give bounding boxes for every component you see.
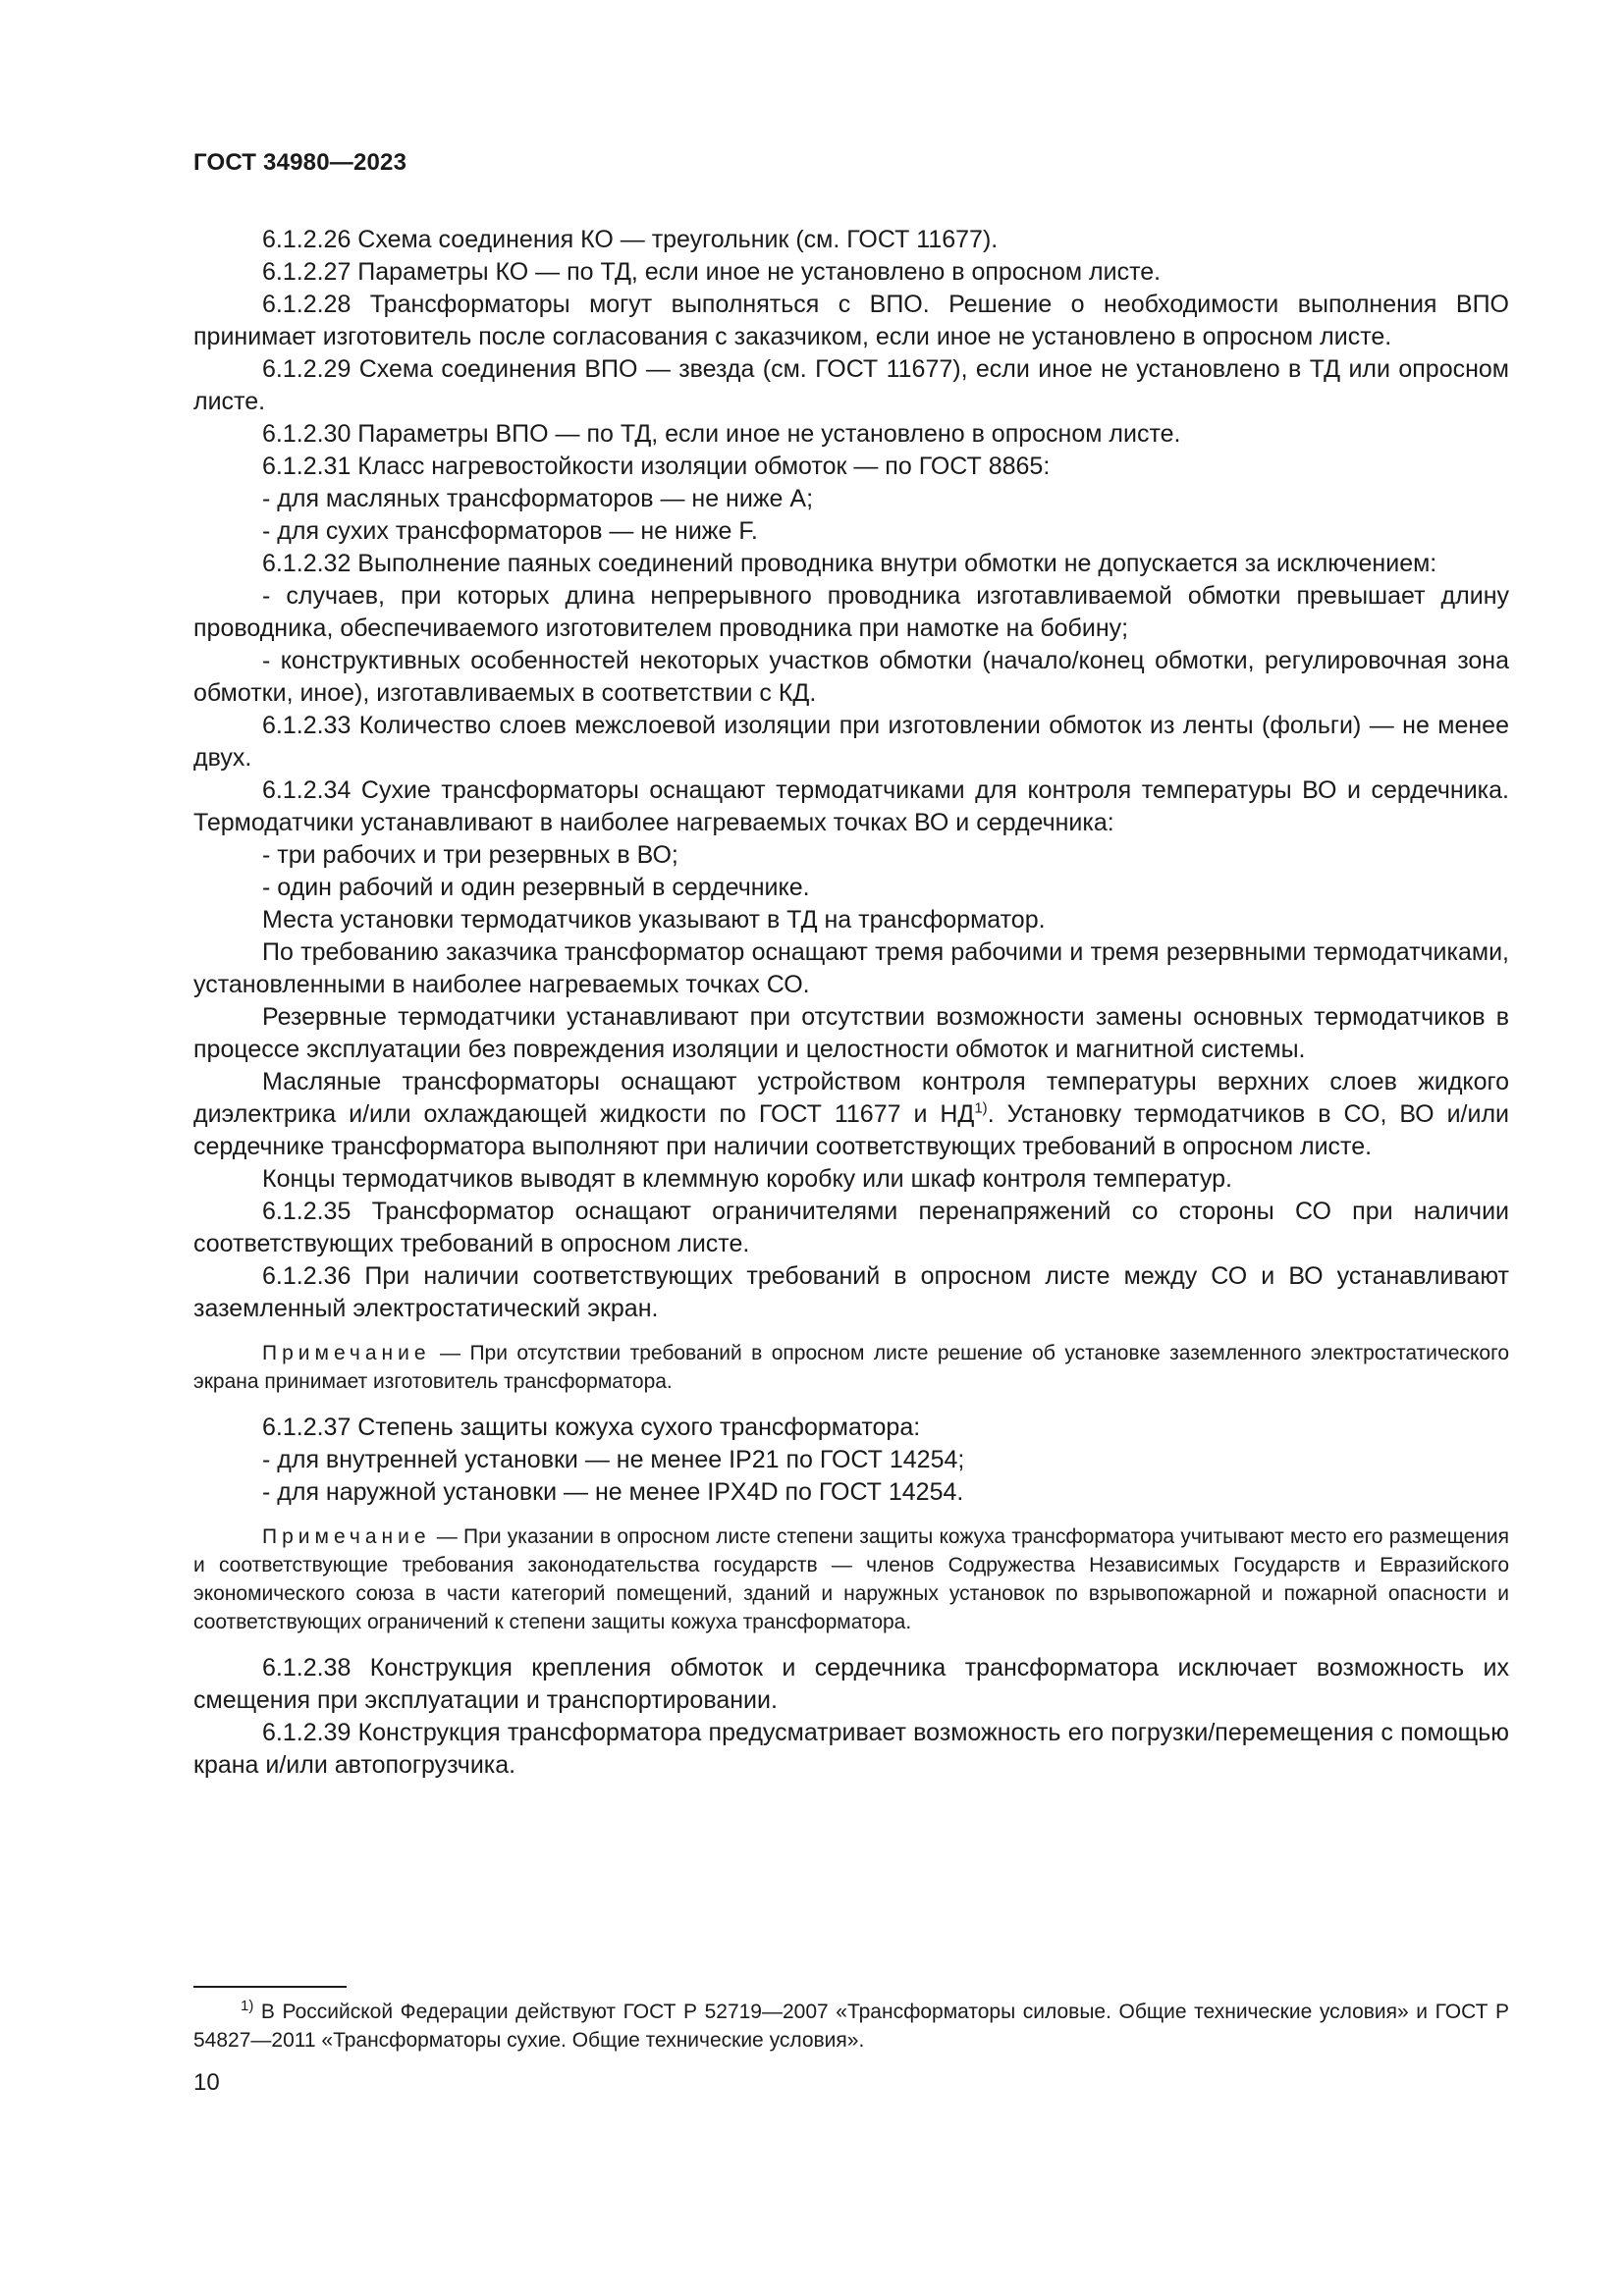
list-item: - конструктивных особенностей некоторых участков обмотки (начало/конец обмотки, регулировочная зона обмотки, иное), изготавливаемых в соответствии с КД. xyxy=(193,647,1509,707)
paragraph: Резервные термодатчики устанавливают при отсутствии возможности замены основных термодатчиков в процессе эксплуатации без повреждения изоляции и целостности обмоток и магнитной системы. xyxy=(193,1003,1509,1063)
note-text: — При указании в опросном листе степени защиты кожуха трансформатора учитывают место его размещения и соответствующие требования законодательства государств — членов Содружества Независимых Государств и Евразийского экономического союза в части категорий помещений, зданий и наружных установок по взрывопожарной и пожарной опасности и соответствующих ограничений к степени защиты кожуха трансформатора. xyxy=(193,1525,1509,1633)
paragraph-6-1-2-33: 6.1.2.33 Количество слоев межслоевой изоляции при изготовлении обмоток из ленты (фольги) — не менее двух. xyxy=(193,712,1509,772)
paragraph-6-1-2-36: 6.1.2.36 При наличии соответствующих требований в опросном листе между СО и ВО устанавливают заземленный электростатический экран. xyxy=(193,1262,1509,1322)
note-label: Примечание xyxy=(262,1525,431,1548)
footnote-divider xyxy=(193,1986,347,1988)
paragraph-6-1-2-26: 6.1.2.26 Схема соединения КО — треугольник (см. ГОСТ 11677). xyxy=(262,226,999,253)
note-text: — При отсутствии требований в опросном листе решение об установке заземленного электростатического экрана принимает изготовитель трансформатора. xyxy=(193,1342,1509,1393)
paragraph-6-1-2-30: 6.1.2.30 Параметры ВПО — по ТД, если иное не установлено в опросном листе. xyxy=(262,420,1181,448)
list-item: - для сухих трансформаторов — не ниже F. xyxy=(262,517,758,545)
paragraph-6-1-2-37: 6.1.2.37 Степень защиты кожуха сухого трансформатора: xyxy=(262,1414,921,1441)
main-text xyxy=(193,224,1509,1782)
paragraph: По требованию заказчика трансформатор оснащают тремя рабочими и тремя резервными термодатчиками, установленными в наиболее нагреваемых точках СО. xyxy=(193,938,1509,998)
paragraph-6-1-2-34: 6.1.2.34 Сухие трансформаторы оснащают термодатчиками для контроля температуры ВО и сердечника. Термодатчики устанавливают в наиболее нагреваемых точках ВО и сердечника: xyxy=(193,776,1509,836)
paragraph-text: Масляные трансформаторы оснащают устройством контроля температуры верхних слоев жидкого диэлектрика и/или охлаждающей жидкости по ГОСТ 11677 и НД xyxy=(193,1068,1509,1128)
paragraph-6-1-2-28: 6.1.2.28 Трансформаторы могут выполняться с ВПО. Решение о необходимости выполнения ВПО принимает изготовитель после согласования с заказчиком, если иное не установлено в опросном листе. xyxy=(193,291,1509,350)
footnotes xyxy=(193,1986,1509,2055)
list-item: - три рабочих и три резервных в ВО; xyxy=(262,841,678,869)
paragraph: Концы термодатчиков выводят в клеммную коробку или шкаф контроля температур. xyxy=(262,1165,1233,1193)
paragraph-6-1-2-39: 6.1.2.39 Конструкция трансформатора предусматривает возможность его погрузки/перемещения с помощью крана и/или автопогрузчика. xyxy=(193,1719,1509,1779)
paragraph-6-1-2-31: 6.1.2.31 Класс нагревостойкости изоляции обмоток — по ГОСТ 8865: xyxy=(262,453,1051,480)
note-label: Примечание xyxy=(262,1342,431,1364)
document-header: ГОСТ 34980—2023 xyxy=(193,149,407,176)
paragraph-6-1-2-38: 6.1.2.38 Конструкция крепления обмоток и сердечника трансформатора исключает возможность их смещения при эксплуатации и транспортировании. xyxy=(193,1654,1509,1714)
paragraph-6-1-2-29: 6.1.2.29 Схема соединения ВПО — звезда (см. ГОСТ 11677), если иное не установлено в ТД или опросном листе. xyxy=(193,355,1509,415)
note xyxy=(193,1339,1509,1396)
list-item: - для наружной установки — не менее IPX4D по ГОСТ 14254. xyxy=(262,1478,964,1506)
page-number: 10 xyxy=(193,2069,220,2096)
paragraph-6-1-2-35: 6.1.2.35 Трансформатор оснащают ограничителями перенапряжений со стороны СО при наличии соответствующих требований в опросном листе. xyxy=(193,1198,1509,1257)
footnote-text: В Российской Федерации действуют ГОСТ Р 52719—2007 «Трансформаторы силовые. Общие технические условия» и ГОСТ Р 54827—2011 «Трансформаторы сухие. Общие технические условия». xyxy=(193,2001,1509,2052)
paragraph: Места установки термодатчиков указывают в ТД на трансформатор. xyxy=(262,906,1046,934)
paragraph-6-1-2-27: 6.1.2.27 Параметры КО — по ТД, если иное не установлено в опросном листе. xyxy=(262,258,1162,286)
paragraph-6-1-2-32: 6.1.2.32 Выполнение паяных соединений проводника внутри обмотки не допускается за исключением: xyxy=(262,550,1437,577)
footnote-ref: 1) xyxy=(974,1099,988,1117)
footnote xyxy=(193,1998,1509,2055)
paragraph-with-footnote xyxy=(193,1066,1509,1163)
list-item: - для внутренней установки — не менее IP21 по ГОСТ 14254; xyxy=(262,1446,965,1473)
footnote-marker: 1) xyxy=(241,1998,254,2014)
note xyxy=(193,1522,1509,1636)
list-item: - один рабочий и один резервный в сердечнике. xyxy=(262,874,810,901)
list-item: - случаев, при которых длина непрерывного проводника изготавливаемой обмотки превышает длину проводника, обеспечиваемого изготовителем проводника при намотке на бобину; xyxy=(193,582,1509,642)
list-item: - для масляных трансформаторов — не ниже А; xyxy=(262,485,814,512)
paragraph-text: . Установку термодатчиков в СО, ВО и/или сердечнике трансформатора выполняют при наличии соответствующих требований в опросном листе. xyxy=(193,1100,1509,1160)
